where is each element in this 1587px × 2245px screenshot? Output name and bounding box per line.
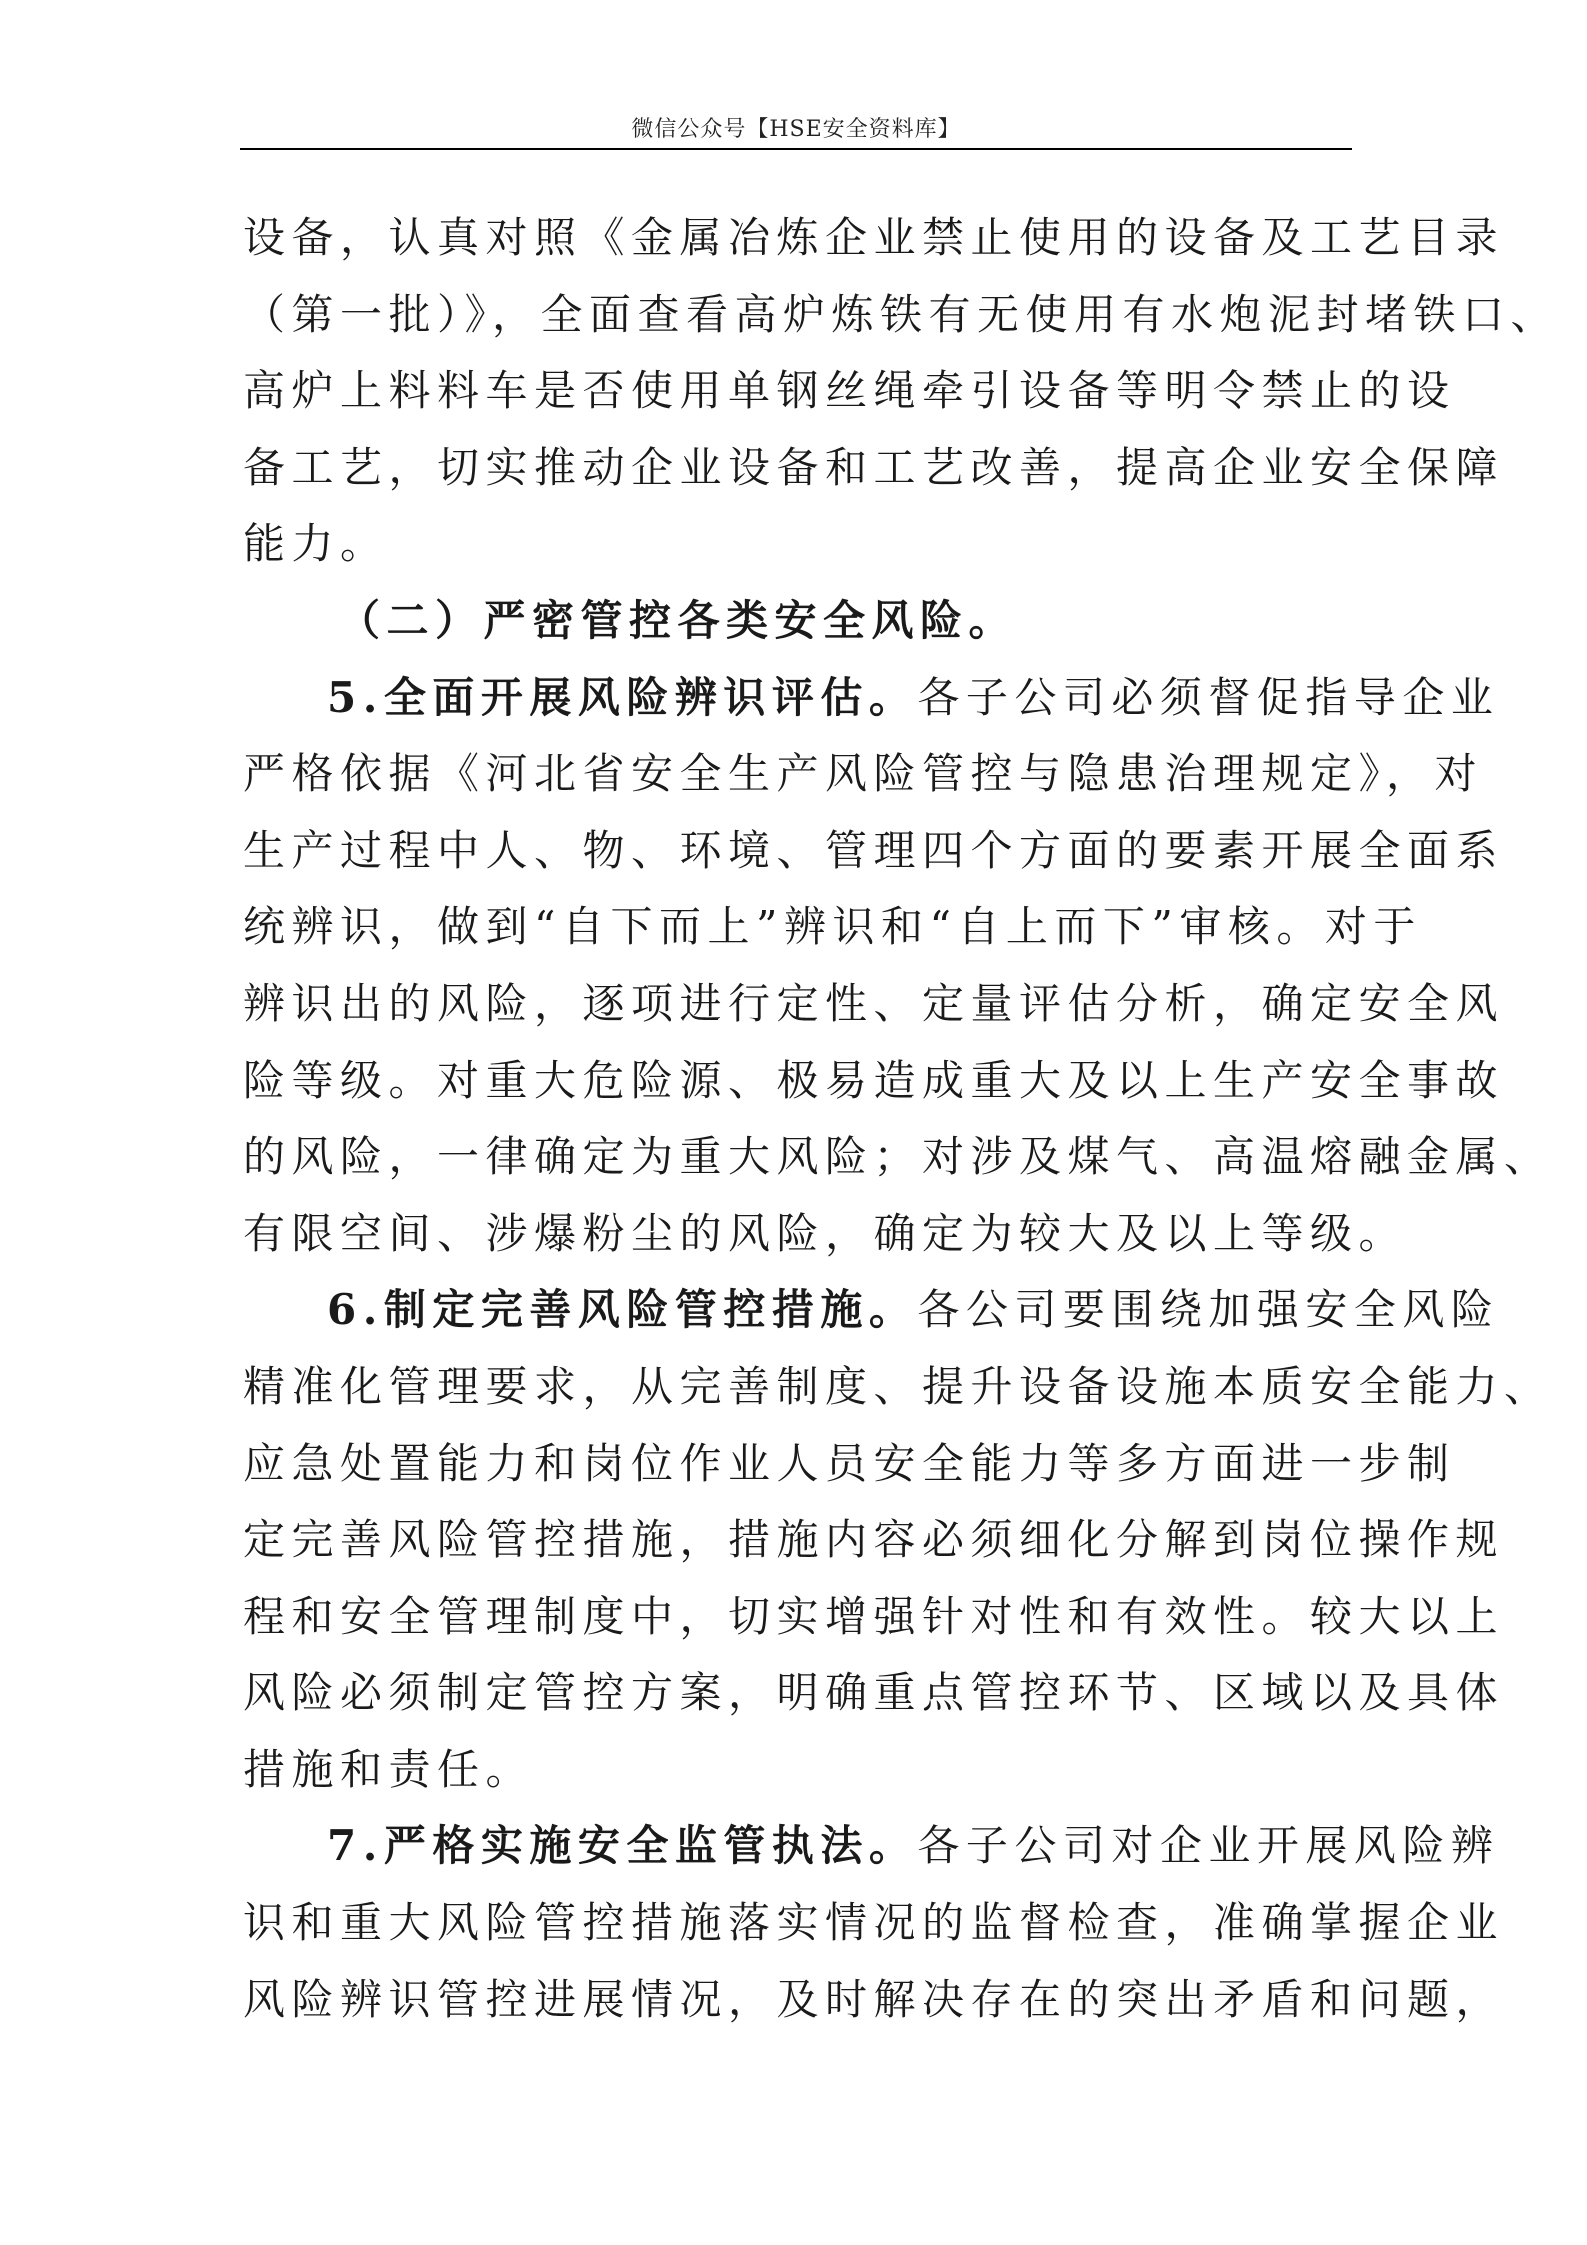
text-line: 设备，认真对照《金属冶炼企业禁止使用的设备及工艺目录 bbox=[243, 213, 1505, 262]
text-line: （第一批）》，全面查看高炉炼铁有无使用有水炮泥封堵铁口、 bbox=[243, 289, 1560, 339]
text-line: 程和安全管理制度中，切实增强针对性和有效性。较大以上 bbox=[243, 1591, 1505, 1641]
text-line: 措施和责任。 bbox=[243, 1744, 535, 1794]
text-line: 备工艺，切实推动企业设备和工艺改善，提高企业安全保障 bbox=[243, 442, 1505, 492]
text-line: 的风险，一律确定为重大风险；对涉及煤气、高温熔融金属、 bbox=[243, 1132, 1553, 1182]
section-heading: （二）严密管控各类安全风险。 bbox=[338, 595, 1018, 645]
item-text: 各公司要围绕加强安全风险 bbox=[917, 1285, 1500, 1335]
item-heading: 6.制定完善风险管控措施。 bbox=[327, 1285, 918, 1335]
text-line: 风险辨识管控进展情况，及时解决存在的突出矛盾和问题， bbox=[243, 1974, 1505, 2024]
text-line: 风险必须制定管控方案，明确重点管控环节、区域以及具体 bbox=[243, 1668, 1505, 1718]
document-body bbox=[243, 200, 1560, 2038]
text-line: 严格依据《河北省安全生产风险管控与隐患治理规定》，对 bbox=[243, 749, 1484, 799]
item-heading: 5.全面开展风险辨识评估。 bbox=[327, 672, 918, 722]
item-text: 各子公司对企业开展风险辨 bbox=[917, 1821, 1500, 1871]
text-line: 有限空间、涉爆粉尘的风险，确定为较大及以上等级。 bbox=[243, 1208, 1408, 1258]
text-line: 识和重大风险管控措施落实情况的监督检查，准确掌握企业 bbox=[243, 1898, 1505, 1948]
text-line: 辨识出的风险，逐项进行定性、定量评估分析，确定安全风 bbox=[243, 978, 1505, 1028]
paragraph-first-line bbox=[243, 1808, 1500, 1885]
paragraph-first-line bbox=[243, 1272, 1500, 1349]
text-line: 高炉上料料车是否使用单钢丝绳牵引设备等明令禁止的设 bbox=[243, 366, 1456, 416]
text-line: 应急处置能力和岗位作业人员安全能力等多方面进一步制 bbox=[243, 1438, 1456, 1488]
text-line: 生产过程中人、物、环境、管理四个方面的要素开展全面系 bbox=[243, 825, 1505, 875]
paragraph-first-line bbox=[243, 660, 1500, 737]
text-line: 定完善风险管控措施，措施内容必须细化分解到岗位操作规 bbox=[243, 1515, 1505, 1565]
text-line: 统辨识，做到“自下而上”辨识和“自上而下”审核。对于 bbox=[243, 902, 1422, 952]
header-rule bbox=[240, 148, 1352, 150]
text-line: 能力。 bbox=[243, 519, 389, 569]
text-line: 险等级。对重大危险源、极易造成重大及以上生产安全事故 bbox=[243, 1055, 1505, 1105]
text-line: 精准化管理要求，从完善制度、提升设备设施本质安全能力、 bbox=[243, 1361, 1553, 1411]
item-heading: 7.严格实施安全监管执法。 bbox=[327, 1821, 918, 1871]
item-text: 各子公司必须督促指导企业 bbox=[917, 672, 1500, 722]
page-header: 微信公众号【HSE安全资料库】 bbox=[631, 117, 961, 142]
